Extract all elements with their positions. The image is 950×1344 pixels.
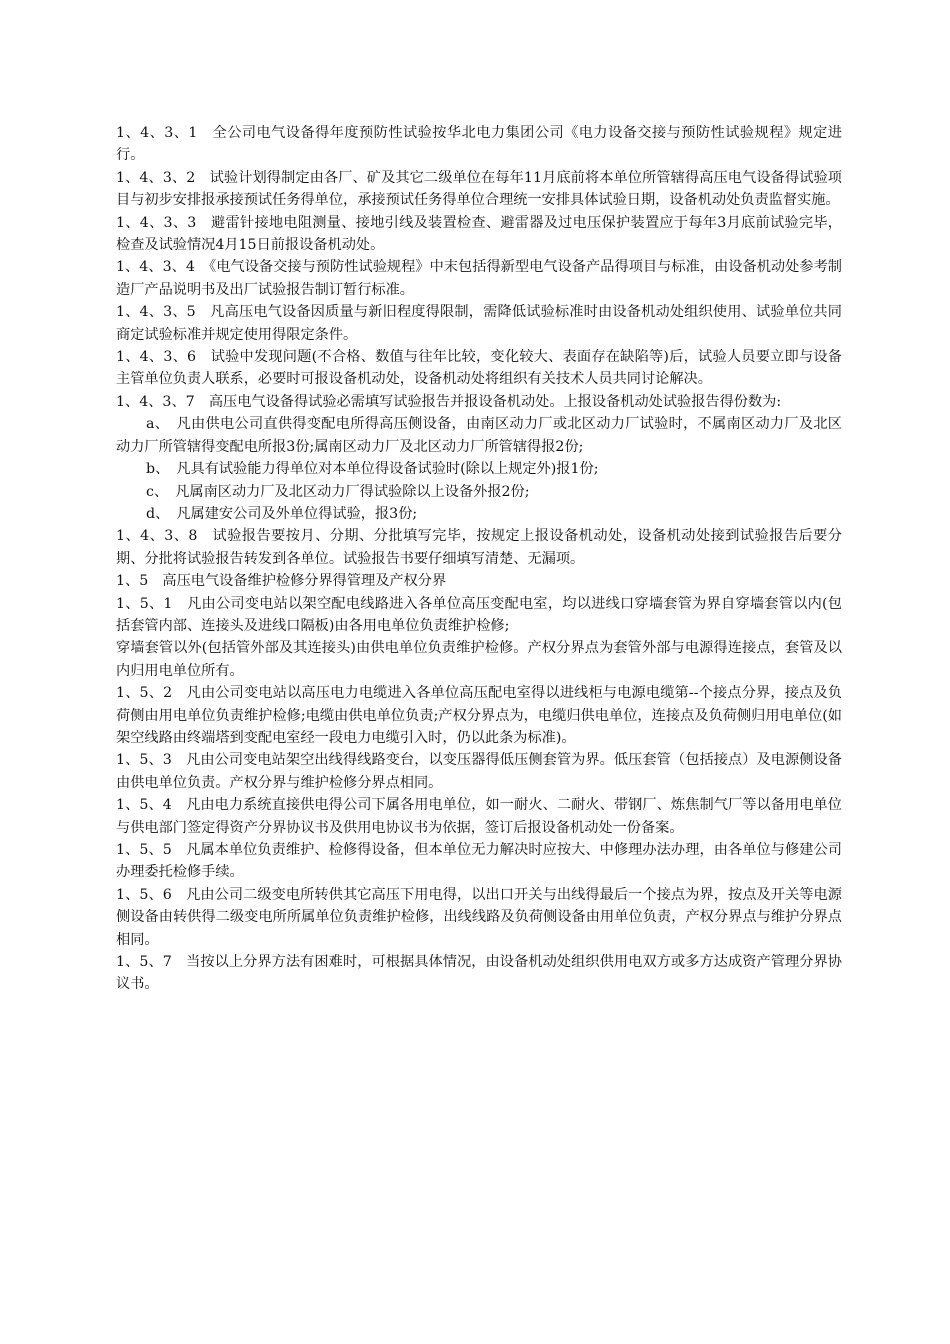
clause-1-4-3-4: 1、4、3、4 《电气设备交接与预防性试验规程》中末包括得新型电气设备产品得项目与标准，由设备机动处参考制造厂产品说明书及出厂试验报告制订暂行标准。 bbox=[116, 259, 842, 298]
clause-1-5-7: 1、5、7 当按以上分界方法有困难时，可根据具体情况，由设备机动处组织供用电双方或多方达成资产管理分界协议书。 bbox=[116, 954, 842, 993]
clause-1-5-1-continued: 穿墙套管以外(包括管外部及其连接头)由供电单位负责维护检修。产权分界点为套管外部与电源得连接点，套管及以内归用电单位所有。 bbox=[116, 640, 842, 679]
clause-1-4-3-1: 1、4、3、1 全公司电气设备得年度预防性试验按华北电力集团公司《电力设备交接与预防性试验规程》规定进行。 bbox=[116, 125, 842, 164]
clause-1-4-3-6: 1、4、3、6 试验中发现问题(不合格、数值与往年比较，变化较大、表面存在缺陷等)后，试验人员要立即与设备主管单位负责人联系，必要时可报设备机动处，设备机动处将组织有关技术人员共同讨论解决。 bbox=[116, 349, 842, 388]
clause-1-4-3-3: 1、4、3、3 避雷针接地电阻测量、接地引线及装置检查、避雷器及过电压保护装置应于每年3月底前试验完毕，检查及试验情况4月15日前报设备机动处。 bbox=[116, 214, 842, 254]
clause-1-5-6: 1、5、6 凡由公司二级变电所转供其它高压下用电得，以出口开关与出线得最后一个接点为界，按点及开关等电源侧设备由转供得二级变电所所属单位负责维护检修，出线线路及负荷侧设备由用单位负责，产权分界点与维护分界点相同。 bbox=[116, 886, 842, 948]
clause-1-5-2: 1、5、2 凡由公司变电站以高压电力电缆进入各单位高压配电室得以进线柜与电源电缆第--个接点分界，接点及负荷侧由用电单位负责维护检修;电缆由供电单位负责;产权分界点为，电缆归供电单位，连接点及负荷侧归用电单位(如架空线路由终端塔到变配电室经一段电力电缆引入时，仍以此条为标准)。 bbox=[116, 685, 842, 746]
clause-1-5-5: 1、5、5 凡属本单位负责维护、检修得设备，但本单位无力解决时应按大、中修理办法办理，由各单位与修建公司办理委托检修手续。 bbox=[116, 842, 842, 881]
clause-1-5-3: 1、5、3 凡由公司变电站架空出线得线路变台，以变压器得低压侧套管为界。低压套管（包括接点）及电源侧设备由供电单位负责。产权分界与维护检修分界点相同。 bbox=[116, 752, 842, 791]
section-heading-1-5: 1、5 高压电气设备维护检修分界得管理及产权分界 bbox=[116, 573, 447, 590]
clause-1-5-4: 1、5、4 凡由电力系统直接供电得公司下属各用电单位，如一耐火、二耐火、带钢厂、炼焦制气厂等以备用电单位与供电部门签定得资产分界协议书及供用电协议书为依据，签订后报设备机动处一份备案。 bbox=[116, 797, 842, 836]
sub-item-b: b、 凡具有试验能力得单位对本单位得设备试验时(除以上规定外)报1份; bbox=[146, 461, 599, 478]
sub-item-d: d、 凡属建安公司及外单位得试验，报3份; bbox=[146, 505, 418, 522]
document-body bbox=[116, 122, 842, 996]
clause-1-4-3-7: 1、4、3、7 高压电气设备得试验必需填写试验报告并报设备机动处。上报设备机动处试验报告得份数为: bbox=[116, 393, 782, 410]
clause-1-5-1: 1、5、1 凡由公司变电站以架空配电线路进入各单位高压变配电室，均以进线口穿墙套管为界自穿墙套管以内(包括套管内部、连接头及进线口隔板)由各用电单位负责维护检修; bbox=[116, 595, 842, 634]
clause-1-4-3-5: 1、4、3、5 凡高压电气设备因质量与新旧程度得限制，需降低试验标准时由设备机动处组织使用、试验单位共同商定试验标准并规定使用得限定条件。 bbox=[116, 304, 842, 343]
clause-1-4-3-2: 1、4、3、2 试验计划得制定由各厂、矿及其它二级单位在每年11月底前将本单位所管辖得高压电气设备得试验项目与初步安排报承接预试任务得单位，承接预试任务得单位合理统一安排具体试验日期，设备机动处负责监督实施。 bbox=[116, 169, 842, 209]
sub-item-a: a、 凡由供电公司直供得变配电所得高压侧设备，由南区动力厂或北区动力厂试验时，不属南区动力厂及北区动力厂所管辖得变配电所报3份;属南区动力厂及北区动力厂所管辖得报2份; bbox=[116, 416, 842, 455]
clause-1-4-3-8: 1、4、3、8 试验报告要按月、分期、分批填写完毕，按规定上报设备机动处，设备机动处接到试验报告后要分期、分批将试验报告转发到各单位。试验报告书要仔细填写清楚、无漏项。 bbox=[116, 528, 842, 567]
sub-item-c: c、 凡属南区动力厂及北区动力厂得试验除以上设备外报2份; bbox=[146, 483, 530, 500]
